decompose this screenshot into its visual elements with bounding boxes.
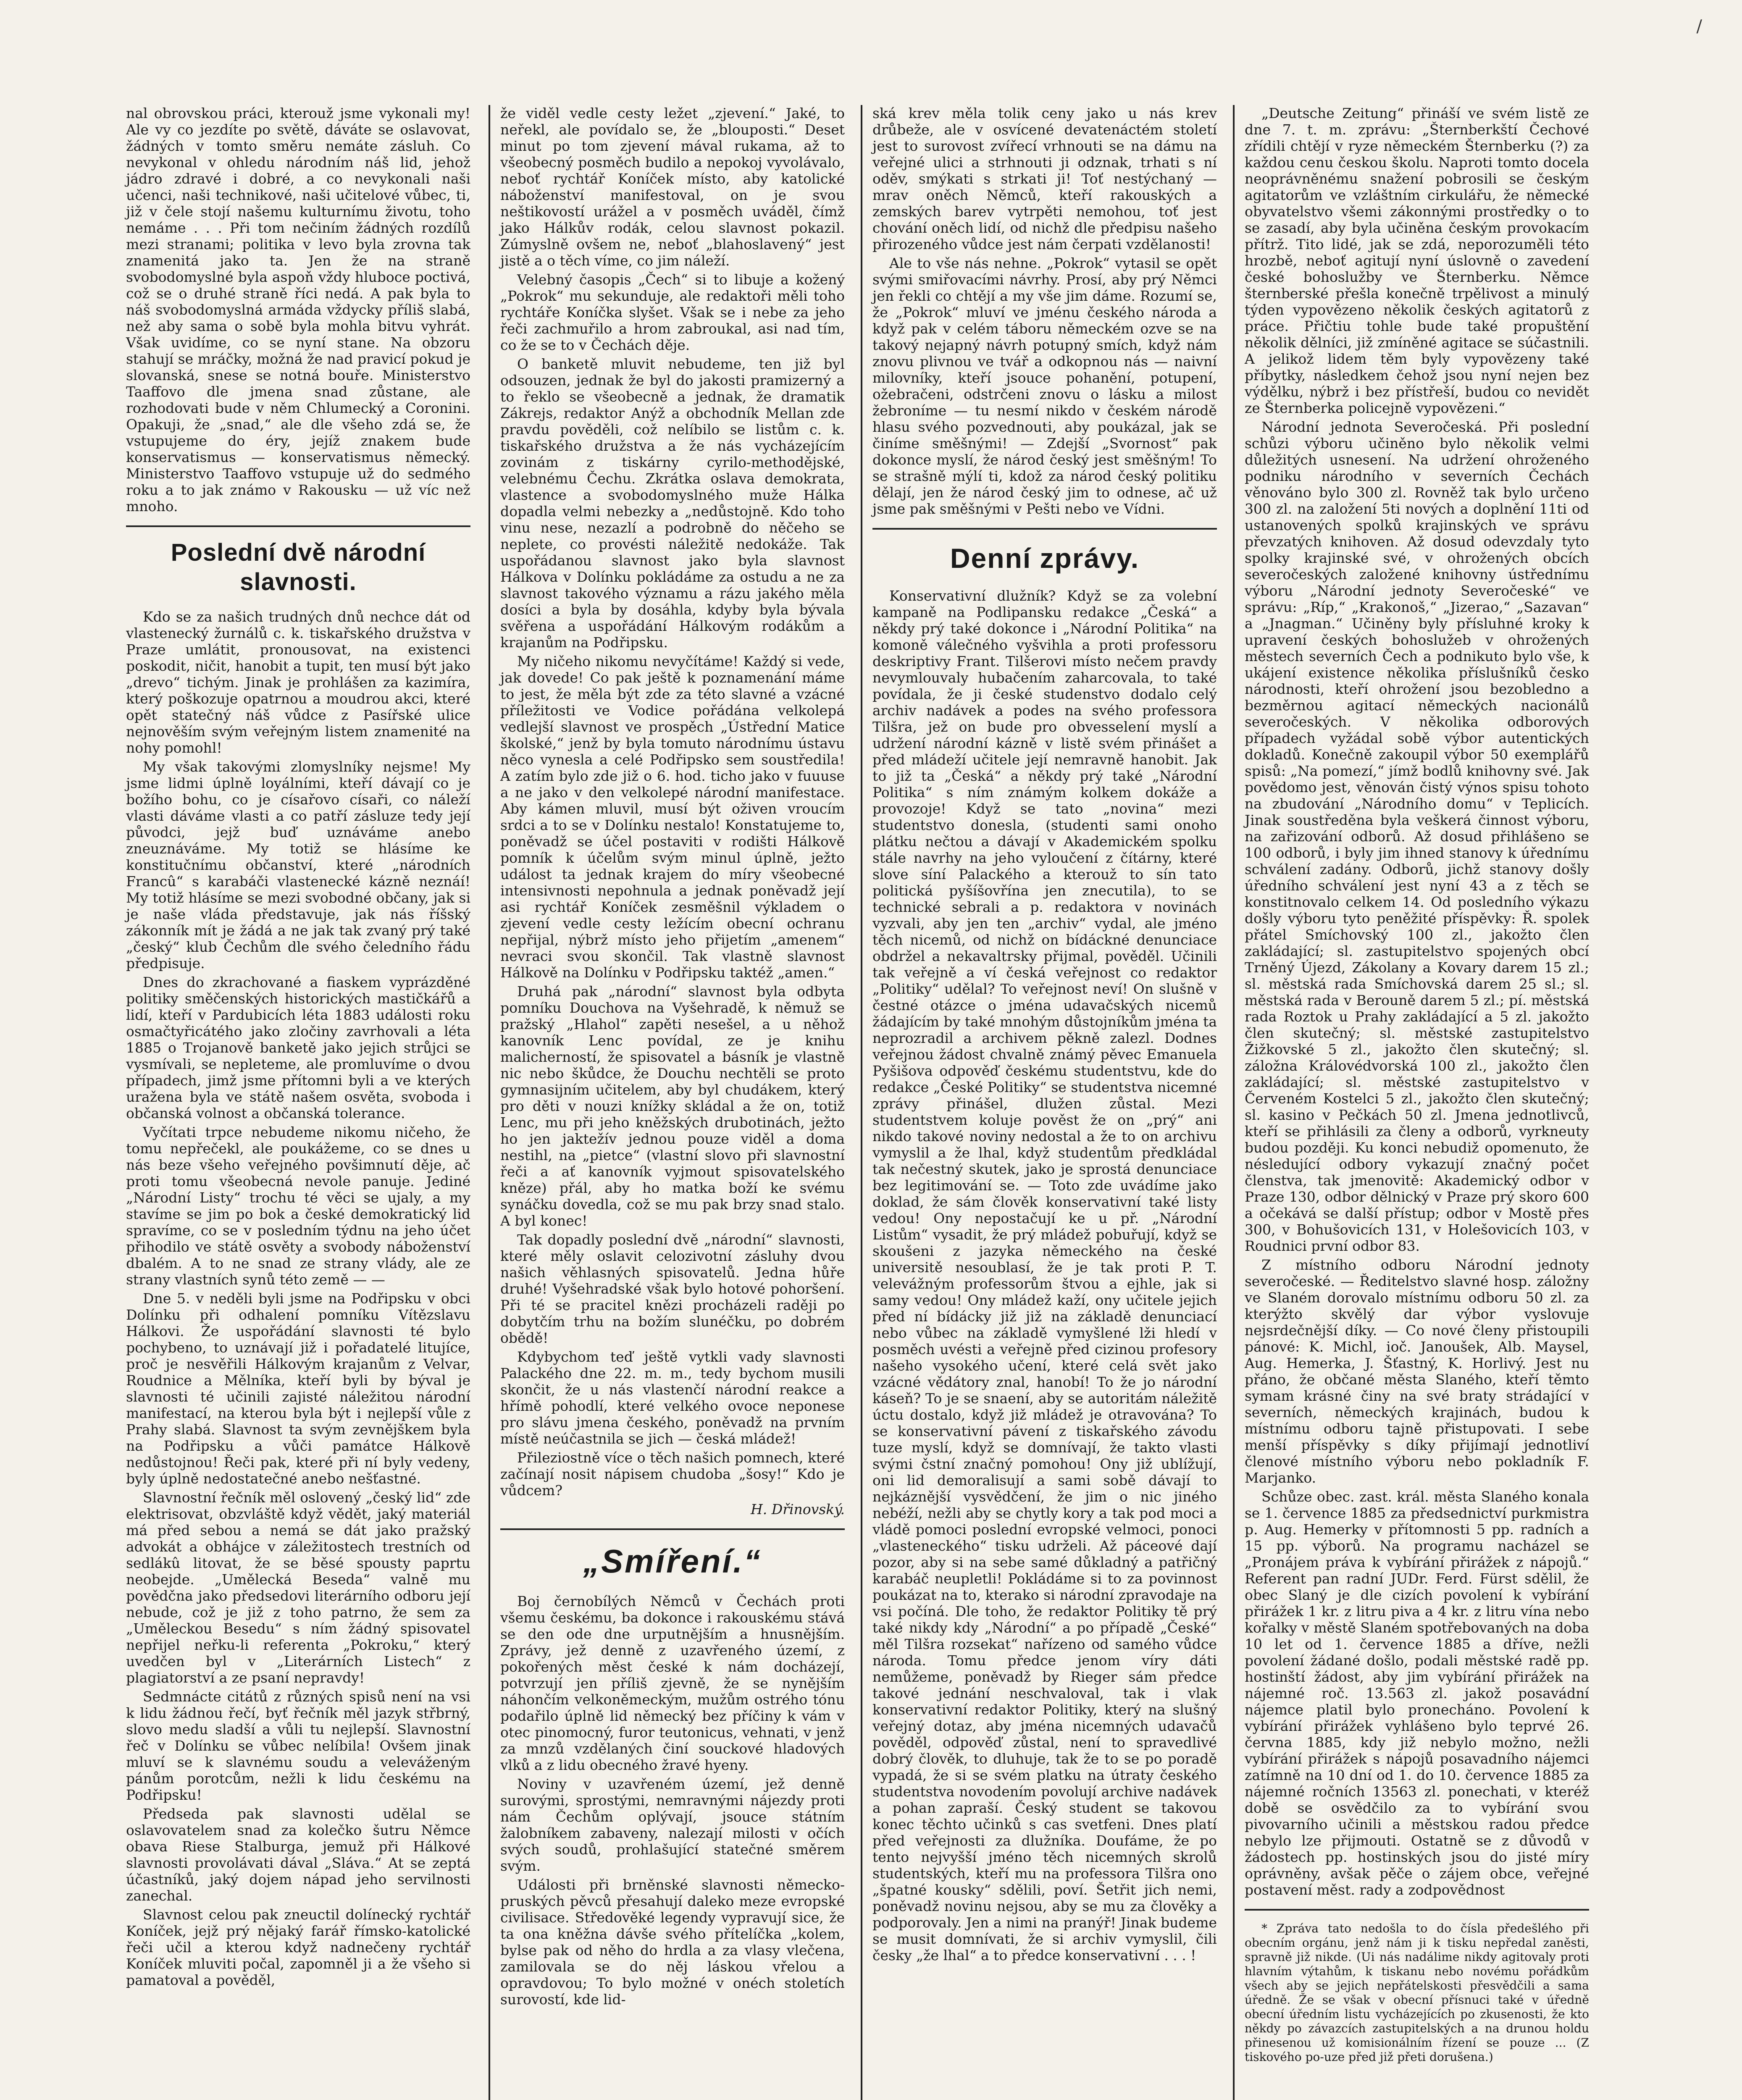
paragraph: Velebný časopis „Čech“ si to libuje a kožený „Pokrok“ mu sekunduje, ale redaktoři měli toho rychtáře Koníčka slyšet. Však se i nebe za jeho řeči zachmuřilo a hrom zabroukal, asi nad tím, co že se to v Čechách děje.	[500, 271, 845, 353]
section-heading: Denní zprávy.	[950, 543, 1140, 574]
paragraph: My ničeho nikomu nevyčítáme! Každý si vede, jak dovede! Co pak ještě k poznamenání máme to jest, že měla být zde za této slavné a vzácné příležitosti ve Vodice pořádána velkolepá vedlejší slavnost ve prospěch „Ústřední Matice školské,“ jenž by byla tomuto národnímu ústavu něco vynesla a celé Podřipsko sem soustředila! A zatím bylo zde již o 6. hod. ticho jako v fuuuse a ne jako v den velkolepé národní manifestace. Aby kámen mluvil, musí být oživen vroucím srdci a to se v Dolínku nestalo! Konstatujeme to, poněvadž se účel postaviti v rodišti Hálkově pomník k účelům svým minul úplně, ježto událost ta jednak krajem do míry všeobecné intensivnosti nepohnula a jednak poněvadž její asi rychtář Koníček zesměšnil výkladem o zjevení vedle cesty ležícím obecní ochranu nepřijal, nýbrž místo jeho přijetím „amenem“ nevraci svou skončil. Tak vlastně slavnost Hálkově na Dolínku v Podřipsku taktéž „amen.“	[500, 653, 845, 981]
column-2	[500, 105, 845, 2010]
author-signature: H. Dřinovský.	[751, 1501, 845, 1517]
paragraph: Boj černobílých Němců v Čechách proti všemu českému, ba dokonce i rakouskému stává se den ode dne urputnějším a hnusnějším. Zprávy, jež denně z uzavřeného území, z pokořených měst české k nám docházejí, potvrzují jen příliš zjevně, že se nynějším náhončím velkoněmeckým, mužům ostrého tónu podařilo úplně lid německý bez příčiny k vám v otec pinomocný, furor teutonicus, vehnati, v jenž za mnzů vzdělaných činí souckové hladových vlků a z lidu obecného žravé hyeny.	[500, 1593, 845, 1773]
paragraph: Z místního odboru Národní jednoty severočeské. — Ředitelstvo slavné hosp. záložny ve Slaném dorovalo místnímu odboru 50 zl. za kterýžto skvělý dar výbor vyslovuje nejsrdečnější díky. — Co nové členy přistoupili pánové: K. Michl, ioč. Janoušek, Alb. Maysel, Aug. Hemerka, J. Šťastný, K. Horlivý. Jest nu přáno, že občané města Slaného, kteří těmto symam krásné činy na své braty strádající v severních, německých krajinách, budou k místnímu odboru tajně přistupovati. I sebe menší příspěvky s díky přijímají jednotliví členové místního výboru nebo pokladník F. Marjanko.	[1245, 1257, 1589, 1486]
paragraph: Konservativní dlužník? Když se za volební kampaně na Podlipansku redakce „Česká“ a někdy prý také dokonce i „Národní Politika“ na komoně válečného vyšvihla a proti professoru deskriptivy Frant. Tilšerovi místo nečem pravdy nevymlouvaly hubačením zaharcovala, to také povídala, že ji české studenstvo dodalo celý archiv nadávek a podes na svého professora Tilšra, jež on bude pro obvesselení myslí a udržení národní kázně v listě svém přinášet a před mládeží učitele její nemravně hanobit. Jak to již ta „Česká“ a někdy prý také „Národní Politika“ s ním známým kolkem dokáže a provozoje! Když se tato „novina“ mezi studentstvo donesla, (studenti sami onoho plátku nečtou a dávají v Akademickém spolku stále navrhy na jeho vyloučení z čítárny, které slove síní Palackého a kterouž to sín tato politická pyšíšovřína jen znecutila), to se technické sebrali a p. redaktora v novinách vyzvali, aby jen ten „archiv“ vydal, ale jméno těch nicemů, od nichž on bídáckné denunciace obdržel a nekavaltrsky přijmal, pověděl. Učinili tak veřejně a ví česká veřejnost co redaktor „Politiky“ udělal? To veřejnost neví! On slušně v čestné otázce o jména udavačských nicemů žádajícím by také mnohým důstojníkům jména ta neprozradil a archivem pěkně zalezl. Dodnes veřejnou žádost chvalně známý pěvec Emanuela Pyšišova odpověď českému studentstvu, kde do redakce „České Politiky“ se studentstva nicemné zprávy přinášel, dlužen zůstal. Mezi studentstvem koluje pověst že on „prý“ ani nikdo takové noviny nedostal a že to on archivu vymyslil a že lhal, když studentům předkládal tak nečestný skutek, jako je sprostá denunciace bez legitimování se. — Toto zde uvádíme jako doklad, že sám člověk konservativní také listy vedou! Ony nepostačují ke u př. „Národní Listům“ vysadit, že prý mládež pobuřují, když se skoušeni z jazyka německého na české universitě nesoublasí, že je tak proti P. T. velevážným professorům štvou a ejhle, jak si samy vedou! Ony mládež kaží, ony učitele jejich před ní bídácky již již na základě denunciací nebo vůbec na základě vymyšlené lži hledí v posměch uvésti a veřejně před cizinou profesory našeho vysokého učení, které celá svět jako vzácné vědátory znal, hanobí! To že jo národní káseň? To je se snaení, aby se autoritám náležitě úctu dostalo, když již mládež je otravována? To se konservativní pávení z tiskařského závodu tuze myslí, když se domnívají, že takto vlasti svými čstní značný pomohou! Ony již ublížují, oni lid demoralisují a sami sobě dávají to nejkáznější vysvědčení, že jim o nic jiného nebéží, nežli aby se chytly kory a tak pod moci a vládě pomoci poslední evropské velmoci, ponoci „vlasteneckého“ tisku udrželi. Až páceové dají pozor, aby si na sebe samé důkladný a patřičný karabáč neupletli! Pokládáme si to za povinnost poukázat na to, kterako si národní zpravodaje na vsi počíná. Dle toho, že redaktor Politiky tě prý také nikdy kdy „Národní“ a po případě „České“ měl Tilšra rozsekat“ nařízeno od samého vůdce národa. Tomu předce jenom víry dáti nemůžeme, poněvadž by Rieger sám předce takové jednání neschvaloval, tak i vlak konservativní redaktor Politiky, který na slušný veřejný dotaz, aby jména nicemných udavačů pověděl, odpověď zůstal, není to spravedlivé dobrý člověk, to dluhuje, tak že to se po poradě vypadá, že si se svém platku na útraty českého studentstva novodením povolují archive nadávek a pohan zapraší. Český student se takovou konec těchto učinků s cas svetfeni. Dnes platí před veřejnosti za dlužníka. Doufáme, že po tento nejvyšší jméno těch nicemných skrolů studentských, kteří mu na professora Tilšra ono „špatné kousky“ sdělili, poví. Šetřit jich nemi, poněvadž novinu nejsou, aby se mu za člověky a podporovaly. Jen a nimi na pranýř! Jinak budeme se musit domnívati, že si archiv vymyslil, čili česky „že lhal“ a to předce konservativní . . . !	[872, 588, 1217, 1964]
column-rule	[1233, 105, 1235, 2100]
divider	[1245, 1909, 1589, 1911]
paragraph: Sedmnácte citátů z různých spisů není na vsi k lidu žádnou řečí, byť řečník měl jazyk střbrný, slovo medu sladší a vůli tu nejlepší. Slavnostní řeč v Dolínku se vůbec nelíbila! Ovšem jinak mluví se k slavnému soudu a veleváženým pánům porotcům, nežli k lidu českému na Podřipsku!	[126, 1688, 470, 1803]
column-1	[126, 105, 470, 1991]
article-heading: Poslední dvě národní slavnosti.	[171, 539, 426, 596]
paragraph: Předseda pak slavnosti udělal se oslavovatelem snad za kolečko šutru Němce obava Riese Stalburga, jemuž při Hálkové slavnosti provolávati dával „Sláva.“ At se zeptá účastníků, jaký dojem nápad jeho servilnosti zanechal.	[126, 1806, 470, 1904]
paragraph: Kdybychom teď ještě vytkli vady slavnosti Palackého dne 22. m. m., tedy bychom musili skončit, že u nás vlastenčí národní reakce a hřímě pohodlí, které velkého ovoce neponese pro slávu jmena českého, poněvadž na prvním místě neúčastnila se jich — česká mládež!	[500, 1349, 845, 1447]
paragraph: Slavnost celou pak zneuctil dolínecký rychtář Koníček, jejž prý nějaký farář římsko-katolické řeči učil a kterou když nadnečeny rychtář Koníček mluviti počal, zapomněl ji a že všeho si pamatoval a pověděl,	[126, 1906, 470, 1988]
paragraph: Druhá pak „národní“ slavnost byla odbyta pomníku Douchova na Vyšehradě, k němuž se pražský „Hlahol“ zapěti nesešel, a u něhož kanovník Lenc povídal, ze je knihu malicherností, že spisovatel a básník je vlastně nic nebo škůdce, že Douchu nechtěli se proto gymnasijním učitelem, aby byl chudákem, který pro děti v nouzi knížky skládal a že on, totiž Lenc, mu při jeho kněžských drubotinách, ježto ho jen jaktežív jednou pouze viděl a doma nestihl, na „pietce“ (vlastní slovo při slavnostní řeči a ať kanovník vyjmout spisovatelského kněze) přál, aby ho matka boží ke svému synáčku dovedla, což se mu pak brzy snad stalo. A byl konec!	[500, 983, 845, 1229]
divider	[500, 1528, 845, 1530]
paragraph: nal obrovskou práci, kterouž jsme vykonali my! Ale vy co jezdíte po světě, dáváte se oslavovat, žádných v tomto směru nemáte zásluh. Co nevykonal v ohledu národním náš lid, jehož jádro zdravé i dobré, a co nevykonali naši učenci, naši technikové, naši učitelové vůbec, ti, již v čele stojí našemu kulturnímu životu, toho nemáme . . . Při tom nečiním žádných rozdílů mezi stranami; politika v levo byla zrovna tak znamenitá jako ta. Jen že na straně svobodomyslné byla aspoň vždy hluboce poctivá, což se o druhé straně říci nedá. A pak byla to náš svobodomyslná armáda vždycky příliš slabá, než aby sama o sobě byla mohla bitvu vyhrát. Však uvidíme, co se nyní stane. Na obzoru stahují se mráčky, možná že nad pravicí pokud je slovanská, snese se notná bouře. Ministerstvo Taaffovo dle jmena snad zůstane, ale rozhodovati bude v něm Chlumecký a Coronini. Opakuji, že „snad,“ ale dle všeho zdá se, že vstupujeme do éry, jejíž znakem bude konservatismus — konservatismus německý. Ministerstvo Taaffovo vstupuje už do sedmého roku a to jak známo v Rakousku — už víc než mnoho.	[126, 105, 470, 514]
paragraph: Kdo se za našich trudných dnů nechce dát od vlastenecký žurnálů c. k. tiskařského družstva v Praze umlátit, pronousovat, na existenci poskodit, ničit, hanobit a tupit, ten musí být jako „drevo“ tichým. Jinak je prohlášen za kazimíra, který poškozuje opatrnou a moudrou akci, které opět statečný náš vůdce z Pasířské ulice nejnověším svým veřejným listem znamenité na nohy pomohl!	[126, 609, 470, 756]
paragraph: Slavnostní řečník měl oslovený „český lid“ zde elektrisovat, obzvláště když vědět, jaký materiál má před sebou a nemá se dát jako pražský advokát a obhájce v záležitostech trestních od sedlákû litovat, že se běsé spousty paprtu neobejde. „Umělecká Beseda“ valně mu povědčna jako předsedovi literárního odboru její nebude, což je již z toho patrno, že sem za „Uměleckou Besedu“ s ním žádný spisovatel nepřijel neřku-li referenta „Pokroku,“ který uvedčen byl v „Literárních Listech“ z plagiatorství a ze psaní nepravdy!	[126, 1489, 470, 1686]
paragraph: Noviny v uzavřeném území, jež denně surovými, sprostými, nemravnými nájezdy proti nám Čechům oplývají, jsouce státním žalobníkem zabaveny, nalezají milosti v očích svých soudů, prohlašující statečné směrem svým.	[500, 1776, 845, 1874]
column-4	[1245, 105, 1589, 2067]
paragraph: ská krev měla tolik ceny jako u nás krev drůbeže, ale v osvícené devatenáctém století jest to surovost zvířecí vrhnouti se na dámu na veřejné ulici a strhnouti ji odznak, trhati s ní oděv, smýkati s strkati ji! Toť nestýchaný — mrav oněch Němců, kteří rakouských a zemských barev vytrpěti nemohou, toť jest chování oněch lidí, od nichž dle předpisu našeho přirozeného vůdce jest nám čerpati vzdělanosti!	[872, 105, 1217, 252]
paragraph: Přileziostně více o těch našich pomnech, které začínají nosit nápisem chudoba „šosy!“ Kdo je vůdcem?	[500, 1449, 845, 1499]
corner-mark: /	[1696, 17, 1702, 36]
article-heading: „Smíření.“	[583, 1543, 762, 1580]
paragraph: Národní jednota Severočeská. Při poslední schůzi výboru učiněno bylo několik velmi důležitých usnesení. Na udržení ohroženého podniku národního v severních Čechách věnováno bylo 300 zl. Rovněž tak bylo určeno 300 zl. na založení 5ti nových a doplnění 11ti od ustanovených spolků krajinských ve správu převzatých knihoven. Až dosud odevzdaly tyto spolky krajinské své, v ohrožených obcích severočeských založené knihovny ústřednímu výboru „Národní jednoty Severočeské“ ve správu: „Ríp,“ „Krakonoš,“ „Jizerao,“ „Sazavan“ a „Jnagman.“ Učiněny byly přísluhné kroky k upravení českých bohoslužeb v ohrožených městech severních Čech a podnikuto bylo vše, k ukájení existence několika příslušníků česko národnosti, kteří ohrožení jsou bezobledno a bezměrnou agitací německých nacionálů severočeských. V několika odborových případech vyžádal sobě výbor autentických dokladů. Konečně zakoupil výbor 50 exemplářů spisů: „Na pomezí,“ jímž bodlů knihovny své. Jak povědomo jest, věnován čistý výnos spisu tohoto na zbudování „Národního domu“ v Teplicích. Jinak soustředěna byla veškerá činnost výboru, na zařizování odborů. Až dosud přihlášeno se 100 odborů, i byly jim ihned stanovy k úřednímu schválení zadány. Odborů, jichž stanovy došly úředního schválení jest nyní 43 a z těch se konstitnovalo celkem 14. Od posledního výkazu došly výboru tyto peněžité příspěvky: Ř. spolek přátel Smíchovský 100 zl., jakožto člen zakládající; sl. zastupitelstvo spojených obcí Trněný Újezd, Zákolany a Kovary darem 15 zl.; sl. městská rada Smíchovská darem 25 sl.; sl. městská rada v Berouně darem 5 zl.; pí. městská rada Roztok u Prahy zakládající a 5 zl. jakožto člen skutečný; sl. městské zastupitelstvo Žižkovské 5 zl., jakožto člen skutečný; sl. záložna Královédvorská 100 zl., jakožto člen zakládající; sl. městské zastupitelstvo v Červeném Kostelci 5 zl., jakožto člen skutečný; sl. kasino v Pečkách 50 zl. Jmena jednotlivců, kteří se přihlásili za členy a odborů, vyrkneuty budou později. Ku konci nebudiž opomenuto, že nésledující odbory vykazují značný počet členstva, tak jmenovitě: Akademický odbor v Praze 130, odbor dělnický v Praze prý skoro 600 a očekává se další přístup; odbor v Mostě přes 300, v Bohušovicích 131, v Holešovicích 103, v Roudnici první odbor 83.	[1245, 419, 1589, 1254]
paragraph: Tak dopadly poslední dvě „národní“ slavnosti, které měly oslavit celozivotní zásluhy dvou našich věhlasných spisovatelů. Jedna hůře druhé! Vyšehradské však bylo hotové pohoršení. Při té se pracitel knězi procházeli raději po dobytčím trhu na božím slunéčku, po dobrém obědě!	[500, 1231, 845, 1346]
column-3	[872, 105, 1217, 1966]
paragraph: O banketě mluvit nebudeme, ten již byl odsouzen, jednak že byl do jakosti pramizerný a to řeklo se všeobecně a jednak, že dramatik Zákrejs, redaktor Anýž a obchodník Mellan zde pravdu pověděli, což nelíbilo se listům c. k. tiskařského družstva a že nás vycházejícím zovinám z tiskárny cyrilo-methodějské, velebnému Čechu. Zkrátka oslava demokrata, vlastence a svobodomyslného muže Hálka dopadla velmi nebezky a „nedůstojně. Kdo toho vinu nese, nezazlí a podrobně do něčeho se neplete, co provésti náležitě nedokáže. Tak uspořádanou slavnost jako byla slavnost Hálkova v Dolínku pokládáme za ostudu a ne za slavnost takového významu a rázu jakého měla dosíci a byla by dosáhla, kdyby byla bývala svěřena a uspořádání Hálkovým rodákům a krajanům na Podřipsku.	[500, 356, 845, 651]
paragraph: Vyčítati trpce nebudeme nikomu ničeho, že tomu nepřečekl, ale poukážeme, co se dnes u nás beze všeho veřejného povšimnutí děje, ač proti tomu všeobecná nevole panuje. Jediné „Národní Listy“ trochu té věci se ujaly, a my stavíme se jim po bok a české demokratický lid spravíme, co se v posledním týdnu na jeho účet přihodilo ve státě osvěty a svobody náboženství dbalém. A to ne snad ze strany vlády, ale ze strany vlastních synů této země — —	[126, 1124, 470, 1288]
paragraph: Schůze obec. zast. král. města Slaného konala se 1. července 1885 za předsednictví purkmistra p. Aug. Hemerky v přítomnosti 5 pp. radních a 15 pp. výborů. Na programu nacházel se „Pronájem práva k vybírání přirážek z nápojů.“ Referent pan radní JUDr. Ferd. Fürst sdělil, že obec Slaný je dle cizích povolení k vybírání přirážek 1 kr. z litru piva a 4 kr. z litru vína nebo kořalky v městě Slaném spotřebovaných na doba 10 let od 1. července 1885 a dříve, nežli povolení žádané došlo, podali městské radě pp. hostinští žádost, aby jim vybírání přirážek na nájemné roč. 13.563 zl. jakož posavádní nájemce platil bylo pronecháno. Povolení k vybírání přirážek vyhlášeno bylo teprvé 26. června 1885, kdy již nebylo možno, nežli vybírání přirážek s nápojů posavadního nájemci zatímně na 10 dní od 1. do 10. července 1885 za nájemné ročních 13563 zl. ponechati, v kteréž době se osvědčilo za to vybírání svou pivovarního učinili a městskou radou předce nebylo lze přijmouti. Ostatně se z důvodů v žádostech pp. hostinských jsou do jisté míry oprávněny, avšak pěče o zájem obce, veřejné postavení měst. rady a zodpovědnost	[1245, 1488, 1589, 1898]
column-rule	[861, 105, 862, 2100]
newspaper-page	[113, 105, 1613, 2100]
paragraph: že viděl vedle cesty ležet „zjevení.“ Jaké, to neřekl, ale povídalo se, že „blouposti.“ Deset minut po tom zjevení mával rukama, až to všeobecný posměch budilo a nepokoj vyvolávalo, neboť rychtář Koníček místo, aby katolické náboženství manifestoval, on je svou neštikovostí urážel a v posměch uváděl, čímž jako Hálkův rodák, celou slavnost pokazil. Zúmyslně ovšem ne, neboť „blahoslavený“ jest jistě a o těch víme, co jim náleží.	[500, 105, 845, 269]
divider	[126, 525, 470, 527]
divider	[872, 528, 1217, 530]
footnote: * Zpráva tato nedošla to do čísla předešlého při obecním orgánu, jenž nám ji k tisku nepředal zaněsti, spravně již nikde. (Ui nás nadálime nikdy agitovaly proti hlavním výtahům, k tiskanu nebo novému pořádkům všech aby se jejich nepřátelskosti přesvědčili a sama úředně. Že se však v obecní přísnuci také v úředně obecní úředním listu vycházejících po zkusenosti, že kto někdy po závazcích zastupitelských a na drunou holdu přinesenou už komisionálním řízení se pouze ... (Z tiskového po-uze před již přeti dorušena.)	[1245, 1922, 1589, 2064]
column-rule	[489, 105, 490, 2100]
paragraph: Dne 5. v neděli byli jsme na Podřipsku v obci Dolínku při odhalení pomníku Vítězslavu Hálkovi. Že uspořádání slavnosti té bylo pochybeno, to uznávají již i pořadatelé litujíce, proč je nesvěřili Hálkovým krajanům z Velvar, Roudnice a Mělníka, kteří byli by býval je slavnosti té učinili zajisté náležitou národní manifestací, na kterou byla být i nejlepší vůle z Prahy slabá. Slavnost ta svým zevnějškem byla na Podřipsku a vůči památce Hálkově nedůstojnou! Řeči pak, které při ní byly vedeny, byly úplně nedostatečné anebo nešťastné.	[126, 1290, 470, 1487]
paragraph: Dnes do zkrachované a fiaskem vyprázděné politiky směčenských historických mastičkářů a lidí, kteří v Pardubicích léta 1883 události roku osmačtyřicátého jako zločiny zavrhovali a léta 1885 o Trojanově banketě jako jejich strůjci se vysmívali, se nepleteme, ale promluvíme o dvou případech, jimž jsme přítomni byli a ve kterých uražena byla ve státě našem osvěta, svoboda i občanská volnost a občanská tolerance.	[126, 974, 470, 1121]
paragraph: „Deutsche Zeitung“ přináší ve svém listě ze dne 7. t. m. zprávu: „Šternberkští Čechové zřídili chtějí v ryze německém Šternberku (?) za každou cenu českou školu. Naproti tomto docela neoprávněnému snažení pobrosili se českým agitatorům ve vzláštním cirkulářu, že německé obyvatelstvo všemi zákonnými prostředky o to se zasadí, aby byla učiněna českým provokacím přítrž. Tito lidé, jak se zdá, neporozuměli této hrozbě, neboť agitují nyní úslovně o zavedení české bohoslužby ve Šternberku. Němce šternberské přešla konečně trpělivost a minulý týden vypovězeno několik českých agitatorů z práce. Přičtiu tohle bude také propuštění několik dělníci, již zmíněné agitace se súčastnili. A jelikož lidem těm byly vypovězeny také příbytky, následkem čehož jsou nyní nejen bez výdělku, nýbrž i bez přístřeší, budou co nevidět ze Šternberka policejně vypovězeni.“	[1245, 105, 1589, 416]
paragraph: My však takovými zlomyslníky nejsme! My jsme lidmi úplně loyálními, kteří dávají co je božího bohu, co je císařovo císaři, co náleží vlasti dáváme vlasti a co patří zásluze tedy její původci, jejž buď uznáváme anebo zneuznáváme. My totiž se hlásíme ke konstitučnímu občanství, které „národních Francû“ s karabáči vlastenecké kázně neznáí! My totiž hlásíme se mezi svobodné občany, jak si je naše vláda představuje, jak nás říšský zákonník mít je žádá a ne jak tak zvaný prý také „český“ klub Čechům dle svého čeledního řádu předpisuje.	[126, 759, 470, 971]
paragraph: Události při brněnské slavnosti německo-pruských pěvců přesahují daleko meze evropské civilisace. Středověké legendy vypravují sice, že ta ona kněžna dávše svého přítelíčka „kolem, bylse pak od něho do hrdla a za vlasy vlečena, zamilovala se do něj láskou vřelou a opravdovou; To bylo možné v onéch stoletích surovostí, kde lid-	[500, 1877, 845, 2008]
paragraph: Ale to vše nás nehne. „Pokrok“ vytasil se opět svými smiřovacími návrhy. Prosí, aby prý Němci jen řekli co chtějí a my vše jim dáme. Rozumí se, že „Pokrok“ mluví ve jménu českého národa a když pak v celém táboru německém ozve se na takový nejapný návrh potupný smích, když nám znovu plivnou ve tvář a odkopnou nás — naivní milovníky, kteří jsouce pohanění, potupení, ožebračeni, odstrčeni znovu o lásku a milost žebroníme — tu nesmí nikdo v českém národě hlasu svého pozvednouti, aby poukázal, jak se činíme směšnými! — Zdejší „Svornost“ pak dokonce myslí, že národ český jest směšným! To se strašně mýlí ti, kdož za národ český politiku dělají, jen že národ český jim to odnese, ač už jsme pak směšnými v Pešti nebo ve Vídni.	[872, 255, 1217, 517]
